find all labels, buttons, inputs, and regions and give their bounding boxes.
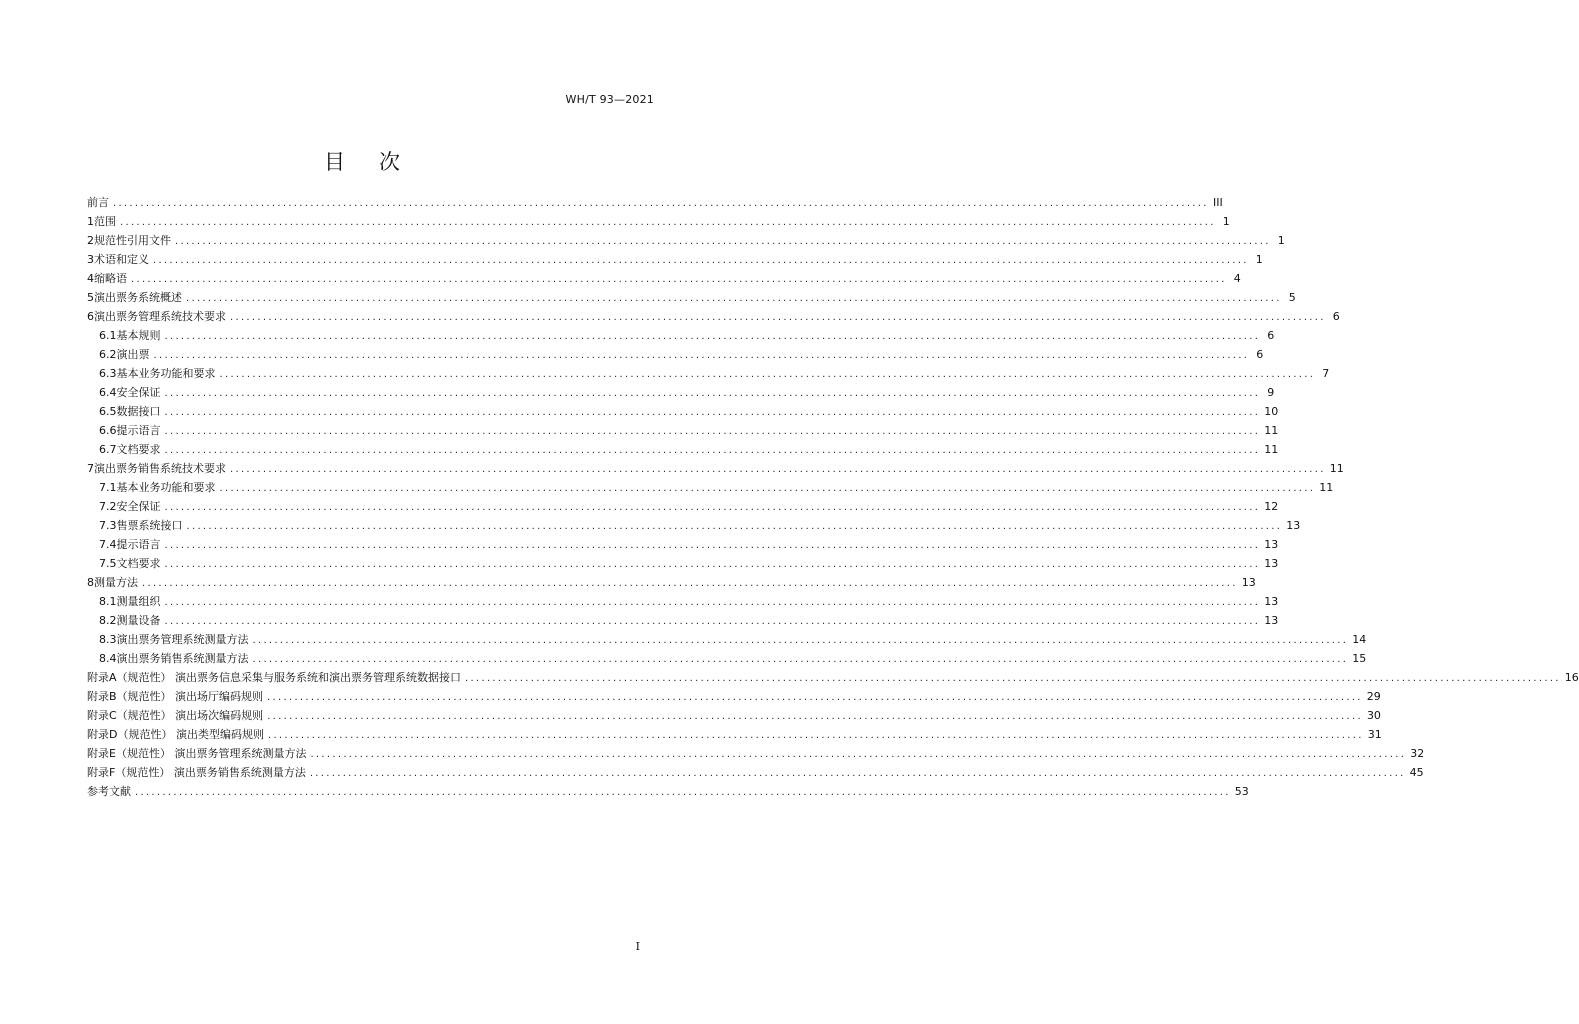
toc-entry-page: 13 (1264, 614, 1279, 627)
toc-leader-dots: ........................................................................................................................................................................................................ (113, 198, 1209, 209)
toc-entry-number: 2 (87, 234, 94, 247)
toc-entry[interactable] (87, 250, 1263, 269)
toc-leader-dots: ........................................................................................................................................................................................................ (142, 578, 1238, 589)
toc-leader-dots: ........................................................................................................................................................................................................ (135, 787, 1231, 798)
toc-entry-page: 13 (1286, 519, 1301, 532)
toc-entry-title: 提示语言 (116, 538, 161, 551)
toc-entry-number: 6.5 (99, 405, 117, 418)
toc-entry-title: 测量设备 (116, 614, 161, 627)
toc-entry-title: 演出票务管理系统测量方法 (116, 633, 249, 646)
toc-entry[interactable] (87, 402, 1279, 421)
toc-entry-number: 6.3 (99, 367, 117, 380)
toc-entry-number: 8.2 (99, 614, 117, 627)
toc-leader-dots: ........................................................................................................................................................................................................ (175, 236, 1271, 247)
toc-entry-number: 7.1 (99, 481, 117, 494)
toc-entry-number: 8.1 (99, 595, 117, 608)
toc-leader-dots: ........................................................................................................................................................................................................ (309, 768, 1406, 779)
toc-entry-title: 测量方法 (94, 576, 138, 589)
toc-entry-title: 提示语言 (116, 424, 161, 437)
toc-entry-title: 基本业务功能和要求 (116, 367, 216, 380)
toc-entry-page: 1 (1222, 215, 1230, 228)
toc-entry-number: 7.3 (99, 519, 117, 532)
toc-entry-number: 8.4 (99, 652, 117, 665)
table-of-contents (87, 193, 1579, 801)
toc-entry-page: 13 (1264, 538, 1279, 551)
toc-entry[interactable] (87, 383, 1275, 402)
toc-entry-page: 7 (1322, 367, 1330, 380)
toc-entry-number: 8.3 (99, 633, 117, 646)
toc-entry-title: 基本业务功能和要求 (116, 481, 216, 494)
toc-entry-title: 文档要求 (116, 557, 161, 570)
toc-entry-title: 附录E（规范性） 演出票务管理系统测量方法 (87, 747, 307, 760)
toc-entry-page: 31 (1367, 728, 1382, 741)
toc-leader-dots: ........................................................................................................................................................................................................ (164, 388, 1261, 399)
toc-entry[interactable] (87, 573, 1256, 592)
toc-entry-page: 30 (1366, 709, 1381, 722)
toc-leader-dots: ........................................................................................................................................................................................................ (164, 559, 1261, 570)
toc-entry[interactable] (87, 421, 1279, 440)
toc-entry[interactable] (87, 364, 1330, 383)
toc-entry-title: 附录A（规范性） 演出票务信息采集与服务系统和演出票务管理系统数据接口 (87, 671, 462, 684)
toc-entry-page: III (1213, 196, 1223, 209)
toc-leader-dots: ........................................................................................................................................................................................................ (230, 312, 1326, 323)
toc-entry-number: 3 (87, 253, 94, 266)
toc-entry-title: 参考文献 (87, 785, 131, 798)
toc-entry-title: 演出票务管理系统技术要求 (94, 310, 226, 323)
toc-entry[interactable] (87, 516, 1301, 535)
toc-leader-dots: ........................................................................................................................................................................................................ (164, 502, 1261, 513)
toc-entry-number: 6.7 (99, 443, 117, 456)
toc-entry-title: 规范性引用文件 (94, 234, 171, 247)
toc-entry-page: 10 (1264, 405, 1279, 418)
toc-entry-title: 演出票务销售系统技术要求 (94, 462, 226, 475)
toc-entry-number: 7.4 (99, 538, 117, 551)
toc-leader-dots: ........................................................................................................................................................................................................ (310, 749, 1407, 760)
toc-leader-dots: ........................................................................................................................................................................................................ (267, 730, 1364, 741)
toc-leader-dots: ........................................................................................................................................................................................................ (465, 673, 1561, 684)
toc-entry-number: 6.1 (99, 329, 117, 342)
toc-entry[interactable] (87, 478, 1334, 497)
toc-leader-dots: ........................................................................................................................................................................................................ (267, 692, 1363, 703)
toc-entry-page: 12 (1264, 500, 1279, 513)
toc-leader-dots: ........................................................................................................................................................................................................ (230, 464, 1326, 475)
toc-entry-page: 45 (1409, 766, 1424, 779)
toc-entry-title: 测量组织 (116, 595, 161, 608)
toc-leader-dots: ........................................................................................................................................................................................................ (131, 274, 1227, 285)
page-number: I (635, 940, 640, 953)
toc-entry-title: 附录C（规范性） 演出场次编码规则 (87, 709, 264, 722)
toc-entry-title: 附录D（规范性） 演出类型编码规则 (87, 728, 264, 741)
toc-leader-dots: ........................................................................................................................................................................................................ (186, 521, 1283, 532)
toc-entry[interactable] (87, 345, 1264, 364)
toc-entry-number: 7 (87, 462, 94, 475)
toc-entry[interactable] (87, 554, 1279, 573)
toc-entry[interactable] (87, 630, 1367, 649)
toc-entry-page: 53 (1234, 785, 1249, 798)
toc-entry[interactable] (87, 326, 1275, 345)
toc-title: 目次 (324, 150, 434, 174)
toc-leader-dots: ........................................................................................................................................................................................................ (219, 369, 1316, 380)
toc-entry[interactable] (87, 744, 1425, 763)
toc-entry[interactable] (87, 668, 1579, 687)
toc-entry-title: 缩略语 (94, 272, 127, 285)
toc-entry-number: 4 (87, 272, 94, 285)
toc-entry[interactable] (87, 440, 1279, 459)
toc-entry-number: 6.2 (99, 348, 117, 361)
toc-entry-number: 8 (87, 576, 94, 589)
toc-entry[interactable] (87, 592, 1279, 611)
toc-entry[interactable] (87, 497, 1279, 516)
toc-entry[interactable] (87, 782, 1249, 801)
toc-entry-page: 15 (1352, 652, 1367, 665)
toc-leader-dots: ........................................................................................................................................................................................................ (164, 331, 1261, 342)
toc-entry[interactable] (87, 706, 1381, 725)
toc-entry-title: 术语和定义 (94, 253, 149, 266)
toc-entry-page: 1 (1277, 234, 1285, 247)
toc-entry[interactable] (87, 231, 1285, 250)
toc-entry[interactable] (87, 193, 1223, 212)
toc-entry-title: 数据接口 (116, 405, 161, 418)
toc-leader-dots: ........................................................................................................................................................................................................ (186, 293, 1282, 304)
toc-leader-dots: ........................................................................................................................................................................................................ (164, 426, 1261, 437)
toc-entry-page: 16 (1564, 671, 1579, 684)
toc-entry-page: 11 (1329, 462, 1344, 475)
toc-entry-page: 1 (1255, 253, 1263, 266)
toc-leader-dots: ........................................................................................................................................................................................................ (164, 597, 1261, 608)
toc-leader-dots: ........................................................................................................................................................................................................ (267, 711, 1363, 722)
toc-leader-dots: ........................................................................................................................................................................................................ (153, 255, 1249, 266)
toc-leader-dots: ........................................................................................................................................................................................................ (120, 217, 1216, 228)
toc-entry-page: 6 (1332, 310, 1340, 323)
toc-leader-dots: ........................................................................................................................................................................................................ (164, 445, 1261, 456)
toc-entry-page: 13 (1241, 576, 1256, 589)
toc-entry-page: 9 (1267, 386, 1275, 399)
toc-entry-number: 6 (87, 310, 94, 323)
toc-entry-number: 7.5 (99, 557, 117, 570)
toc-entry[interactable] (87, 725, 1382, 744)
toc-entry-page: 13 (1264, 557, 1279, 570)
toc-entry-title: 附录B（规范性） 演出场厅编码规则 (87, 690, 264, 703)
toc-entry-number: 7.2 (99, 500, 117, 513)
toc-entry-page: 4 (1233, 272, 1241, 285)
toc-entry[interactable] (87, 459, 1344, 478)
toc-entry-page: 5 (1288, 291, 1296, 304)
toc-entry[interactable] (87, 763, 1424, 782)
toc-entry[interactable] (87, 649, 1367, 668)
toc-entry-page: 32 (1410, 747, 1425, 760)
toc-entry-title: 演出票务系统概述 (94, 291, 182, 304)
toc-entry-number: 6.4 (99, 386, 117, 399)
toc-entry-page: 11 (1264, 424, 1279, 437)
toc-entry-title: 附录F（规范性） 演出票务销售系统测量方法 (87, 766, 306, 779)
toc-entry-title: 前言 (87, 196, 109, 209)
toc-leader-dots: ........................................................................................................................................................................................................ (164, 407, 1261, 418)
toc-entry[interactable] (87, 307, 1340, 326)
toc-leader-dots: ........................................................................................................................................................................................................ (252, 654, 1349, 665)
toc-entry-title: 安全保证 (116, 500, 161, 513)
toc-leader-dots: ........................................................................................................................................................................................................ (252, 635, 1349, 646)
toc-entry[interactable] (87, 212, 1230, 231)
toc-entry-title: 演出票务销售系统测量方法 (116, 652, 249, 665)
toc-leader-dots: ........................................................................................................................................................................................................ (219, 483, 1316, 494)
toc-entry-number: 1 (87, 215, 94, 228)
toc-entry[interactable] (87, 611, 1279, 630)
toc-entry-page: 6 (1256, 348, 1264, 361)
toc-entry[interactable] (87, 687, 1381, 706)
toc-entry[interactable] (87, 269, 1241, 288)
toc-entry-page: 14 (1352, 633, 1367, 646)
toc-entry-title: 售票系统接口 (116, 519, 183, 532)
toc-entry-title: 范围 (94, 215, 116, 228)
toc-entry[interactable] (87, 288, 1296, 307)
toc-entry-title: 演出票 (116, 348, 150, 361)
toc-entry-number: 6.6 (99, 424, 117, 437)
toc-entry-page: 6 (1267, 329, 1275, 342)
document-code: WH/T 93—2021 (565, 93, 654, 106)
toc-entry-page: 13 (1264, 595, 1279, 608)
toc-entry-page: 11 (1319, 481, 1334, 494)
toc-entry-title: 文档要求 (116, 443, 161, 456)
toc-leader-dots: ........................................................................................................................................................................................................ (164, 540, 1261, 551)
toc-entry[interactable] (87, 535, 1279, 554)
toc-entry-title: 安全保证 (116, 386, 161, 399)
toc-entry-number: 5 (87, 291, 94, 304)
toc-leader-dots: ........................................................................................................................................................................................................ (153, 350, 1250, 361)
toc-entry-title: 基本规则 (116, 329, 161, 342)
toc-entry-page: 11 (1264, 443, 1279, 456)
toc-leader-dots: ........................................................................................................................................................................................................ (164, 616, 1261, 627)
toc-entry-page: 29 (1366, 690, 1381, 703)
